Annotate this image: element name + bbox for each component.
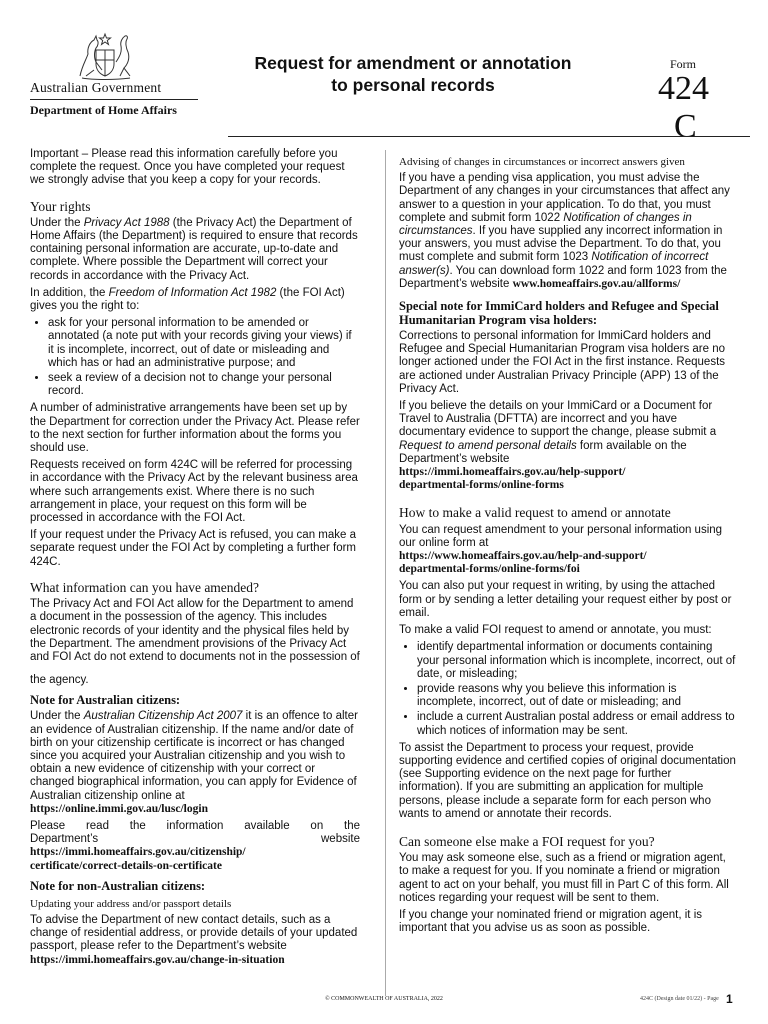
list-item: • ask for your personal information to be amended or annotated (a note put with your records giving your views) if it is incomplete, incorrect, out of date or misleading and which has or had an administrative purpose; and <box>48 317 360 370</box>
valid-requirements-list <box>399 641 737 737</box>
right-column <box>399 156 737 939</box>
form-design-info: 424C (Design date 01/22) - Page <box>640 996 719 1002</box>
column-divider <box>385 150 386 996</box>
government-name: Australian Government <box>30 80 162 95</box>
left-column <box>30 148 360 967</box>
coat-of-arms-icon <box>72 30 138 82</box>
department-website-line: Department’s website <box>30 833 360 846</box>
australian-citizens-heading: Note for Australian citizens: <box>30 693 181 708</box>
header-divider <box>228 136 750 137</box>
someone-else-paragraph-1: You may ask someone else, such as a friend or migration agent, to make a request for you. If you nominate a friend or migration agent to act on your behalf, you must fill in Part C of this form. All notices regarding your request will be sent to them. <box>399 852 729 904</box>
valid-paragraph-2: You can also put your request in writing, by using the attached form or by sending a letter detailing your request either by post or email. <box>399 580 732 619</box>
read-information-line: Please read the information available on the <box>30 819 360 832</box>
updating-address-subheading: Updating your address and/or passport details <box>30 897 232 910</box>
advising-changes-subheading: Advising of changes in circumstances or incorrect answers given <box>399 156 685 168</box>
what-paragraph-1-end: the agency. <box>30 674 89 687</box>
immicard-paragraph-1: Corrections to personal information for ImmiCard holders and Refugee and Special Humanitarian Program visa holders are no longer actioned under the FOI Act in the first instance. Requests are actioned under Australian Privacy Principle (APP) 13 of the Privacy Act. <box>399 330 726 395</box>
immicard-paragraph-2: If you believe the details on your ImmiCard or a Document for Travel to Australia (DFTTA) are incorrect and you have documentary evidence to support the change, please submit a Request to amend personal details form available on the Department’s website <box>399 400 717 465</box>
foi-online-form-link[interactable]: https://www.homeaffairs.gov.au/help-and-support/ departmental-forms/online-forms/foi <box>399 550 647 576</box>
form-title-line2: to personal records <box>331 75 495 95</box>
change-in-situation-link[interactable]: https://immi.homeaffairs.gov.au/change-in-situation <box>30 953 285 966</box>
someone-else-paragraph-2: If you change your nominated friend or migration agent, it is important that you advise us as soon as possible. <box>399 908 703 935</box>
evidence-of-citizenship-link[interactable]: https://online.immi.gov.au/lusc/login <box>30 802 208 815</box>
form-title <box>228 52 598 96</box>
form-number: 424 <box>658 70 709 107</box>
important-notice: Important – Please read this information carefully before you complete the request. Once you have completed your request we strongly advise that you keep a copy for your records. <box>30 148 345 187</box>
valid-paragraph-3: To make a valid FOI request to amend or annotate, you must: <box>399 624 712 637</box>
rights-paragraph-5: If your request under the Privacy Act is refused, you can make a separate request under the FOI Act by completing a further form 424C. <box>30 529 356 568</box>
rights-list <box>30 317 360 398</box>
immicard-heading: Special note for ImmiCard holders and Refugee and Special Humanitarian Program visa holders: <box>399 299 719 328</box>
non-australian-citizens-heading: Note for non-Australian citizens: <box>30 878 206 893</box>
form-label: Form <box>670 57 697 71</box>
what-paragraph-1: The Privacy Act and FOI Act allow for the Department to amend a document in the possession of the agency. This includes electronic records of your identity and the physical files held by the Department. The amendment provisions of the Privacy Act and FOI Act do not extend to documents not in the possession of <box>30 598 360 663</box>
valid-paragraph-1: You can request amendment to your personal information using our online form at <box>399 523 723 549</box>
rights-paragraph-3: A number of administrative arrangements have been set up by the Department for correction under the Privacy Act. Please refer to the next section for further information about the forms you should use. <box>30 402 360 455</box>
allforms-link[interactable]: www.homeaffairs.gov.au/allforms/ <box>512 277 681 290</box>
list-item: • identify departmental information or documents containing your personal information which is incomplete, incorrect, out of date, or misleading; <box>417 641 737 681</box>
valid-request-heading: How to make a valid request to amend or annotate <box>399 505 671 521</box>
list-item: • include a current Australian postal address or email address to which notices of information may be sent. <box>417 711 737 737</box>
copyright-notice: © COMMONWEALTH OF AUSTRALIA, 2022 <box>325 996 443 1002</box>
government-divider <box>30 99 198 100</box>
what-information-heading: What information can you have amended? <box>30 579 260 595</box>
rights-paragraph-1: Under the Privacy Act 1988 (the Privacy Act) the Department of Home Affairs (the Department) is required to ensure that records containing personal information are accurate, up-to-date and complete. Where possible the Department will correct your records in accordance with the Privacy Act. <box>30 216 358 282</box>
list-item: • seek a review of a decision not to change your personal record. <box>48 372 360 398</box>
correct-certificate-link[interactable]: https://immi.homeaffairs.gov.au/citizenship/ certificate/correct-details-on-certificate <box>30 846 246 872</box>
page-number: 1 <box>726 992 733 1006</box>
valid-paragraph-4: To assist the Department to process your request, provide supporting evidence and certified copies of original documentation (see Supporting evidence on the next page for further information). If you are submitting an application for multiple persons, please include a separate form for each person who wants to amend or annotate their records. <box>399 741 736 820</box>
rights-paragraph-2: In addition, the Freedom of Information Act 1982 (the FOI Act) gives you the right to: <box>30 286 345 313</box>
online-forms-link[interactable]: https://immi.homeaffairs.gov.au/help-support/ departmental-forms/online-forms <box>399 466 626 492</box>
rights-paragraph-4: Requests received on form 424C will be referred for processing in accordance with the Privacy Act by the relevant business area where such arrangements exist. Where there is no such arrangement in place, your request on this form will be processed in accordance with the FOI Act. <box>30 459 358 525</box>
australian-citizens-paragraph: Under the Australian Citizenship Act 2007 it is an offence to alter an evidence of Australian citizenship. If the name and/or date of birth on your citizenship certificate is incorrect or has changed since you acquired your Australian citizenship and you wish to obtain a new evidence of citizenship with your correct or changed biographical information, you can apply for Evidence of Australian citizenship online at <box>30 710 358 802</box>
department-name: Department of Home Affairs <box>30 103 177 117</box>
your-rights-heading: Your rights <box>30 198 91 214</box>
form-title-line1: Request for amendment or annotation <box>254 53 572 73</box>
non-australian-paragraph: To advise the Department of new contact details, such as a change of residential address, or provide details of your updated passport, please refer to the Department’s website <box>30 913 358 953</box>
form-letter: C <box>674 108 697 136</box>
someone-else-heading: Can someone else make a FOI request for you? <box>399 833 655 849</box>
list-item: • provide reasons why you believe this information is incomplete, incorrect, out of date or misleading; and <box>417 683 737 709</box>
advising-paragraph: If you have a pending visa application, you must advise the Department of any changes in your circumstances that affect any answer to a question in your application. To do that, you must complete and submit form 1022 Notification of changes in circumstances. If you have supplied any incorrect information in your answers, you must advise the Department. To do that, you must complete and submit form 1023 Notification of incorrect answer(s). You can download form 1022 and form 1023 from the Department’s website www.homeaffairs.gov.au/allforms/ <box>399 172 730 290</box>
